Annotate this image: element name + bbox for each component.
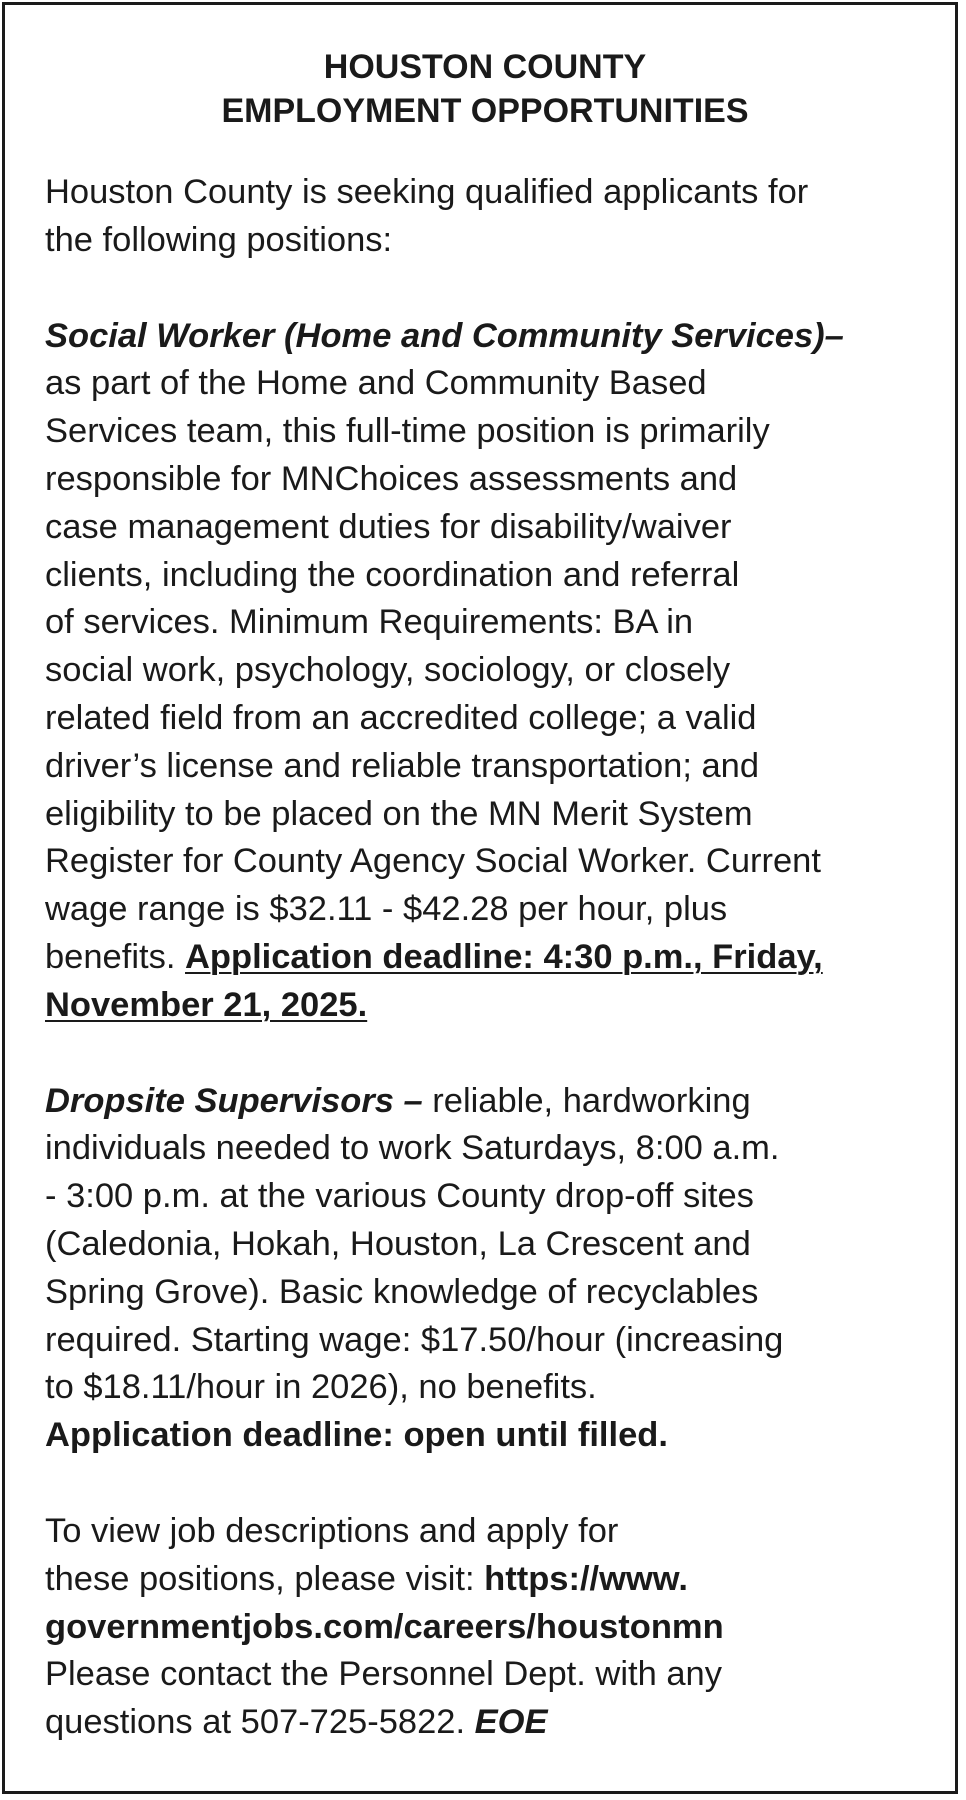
social-worker-deadline-date: November 21, 2025. bbox=[45, 985, 368, 1024]
ad-title-line-1: HOUSTON COUNTY bbox=[323, 48, 647, 86]
dropsite-line: Spring Grove). Basic knowledge of recyclables bbox=[45, 1272, 759, 1311]
contact-line-4: Please contact the Personnel Dept. with any bbox=[45, 1655, 722, 1694]
dropsite-first-line bbox=[45, 1078, 925, 1126]
social-worker-line: driver’s license and reliable transportation; and bbox=[45, 746, 760, 785]
social-worker-line: related field from an accredited college; a valid bbox=[45, 698, 757, 737]
contact-line-5 bbox=[45, 1699, 925, 1747]
social-worker-line: of services. Minimum Requirements: BA in bbox=[45, 603, 694, 642]
social-worker-deadline-line bbox=[45, 934, 925, 982]
social-worker-title: Social Worker (Home and Community Services)– bbox=[45, 316, 844, 355]
dropsite-line: - 3:00 p.m. at the various County drop-off sites bbox=[45, 1177, 754, 1216]
social-worker-line: as part of the Home and Community Based bbox=[45, 364, 707, 403]
job-ad-content bbox=[45, 45, 925, 1747]
ad-title-line-2: EMPLOYMENT OPPORTUNITIES bbox=[221, 92, 749, 130]
dropsite-line: to $18.11/hour in 2026), no benefits. bbox=[45, 1368, 597, 1407]
intro-paragraph bbox=[45, 169, 925, 265]
social-worker-line: social work, psychology, sociology, or closely bbox=[45, 651, 731, 690]
dropsite-line: (Caledonia, Hokah, Houston, La Crescent and bbox=[45, 1224, 751, 1263]
contact-paragraph bbox=[45, 1508, 925, 1747]
social-worker-line: eligibility to be placed on the MN Merit System bbox=[45, 794, 753, 833]
ad-title bbox=[45, 45, 925, 133]
contact-visit-text: these positions, please visit: bbox=[45, 1559, 485, 1598]
social-worker-line: responsible for MNChoices assessments and bbox=[45, 459, 738, 498]
dropsite-deadline: Application deadline: open until filled. bbox=[45, 1416, 668, 1455]
social-worker-line: case management duties for disability/waiver bbox=[45, 507, 732, 546]
social-worker-deadline: Application deadline: 4:30 p.m., Friday, bbox=[185, 937, 823, 976]
social-worker-line: Services team, this full-time position is primarily bbox=[45, 412, 770, 451]
eoe-label: EOE bbox=[474, 1703, 548, 1742]
dropsite-paragraph bbox=[45, 1078, 925, 1460]
social-worker-line: clients, including the coordination and referral bbox=[45, 555, 740, 594]
job-ad-box bbox=[2, 2, 958, 1794]
contact-line-2 bbox=[45, 1556, 925, 1604]
contact-line-1: To view job descriptions and apply for bbox=[45, 1511, 619, 1550]
social-worker-paragraph bbox=[45, 313, 925, 1030]
intro-line-2: the following positions: bbox=[45, 220, 393, 259]
careers-url-part-1[interactable]: https://www. bbox=[484, 1559, 688, 1598]
social-worker-line: wage range is $32.11 - $42.28 per hour, plus bbox=[45, 890, 728, 929]
social-worker-line: Register for County Agency Social Worker. Current bbox=[45, 842, 821, 881]
careers-url-part-2[interactable]: governmentjobs.com/careers/houstonmn bbox=[45, 1607, 724, 1646]
dropsite-title: Dropsite Supervisors – bbox=[45, 1081, 423, 1120]
dropsite-first-line-text: reliable, hardworking bbox=[422, 1081, 751, 1120]
dropsite-line: required. Starting wage: $17.50/hour (increasing bbox=[45, 1320, 784, 1359]
dropsite-line: individuals needed to work Saturdays, 8:00 a.m. bbox=[45, 1129, 780, 1168]
contact-phone-text: questions at 507-725-5822. bbox=[45, 1703, 475, 1742]
social-worker-benefits-text: benefits. bbox=[45, 937, 186, 976]
intro-line-1: Houston County is seeking qualified applicants for bbox=[45, 173, 809, 211]
